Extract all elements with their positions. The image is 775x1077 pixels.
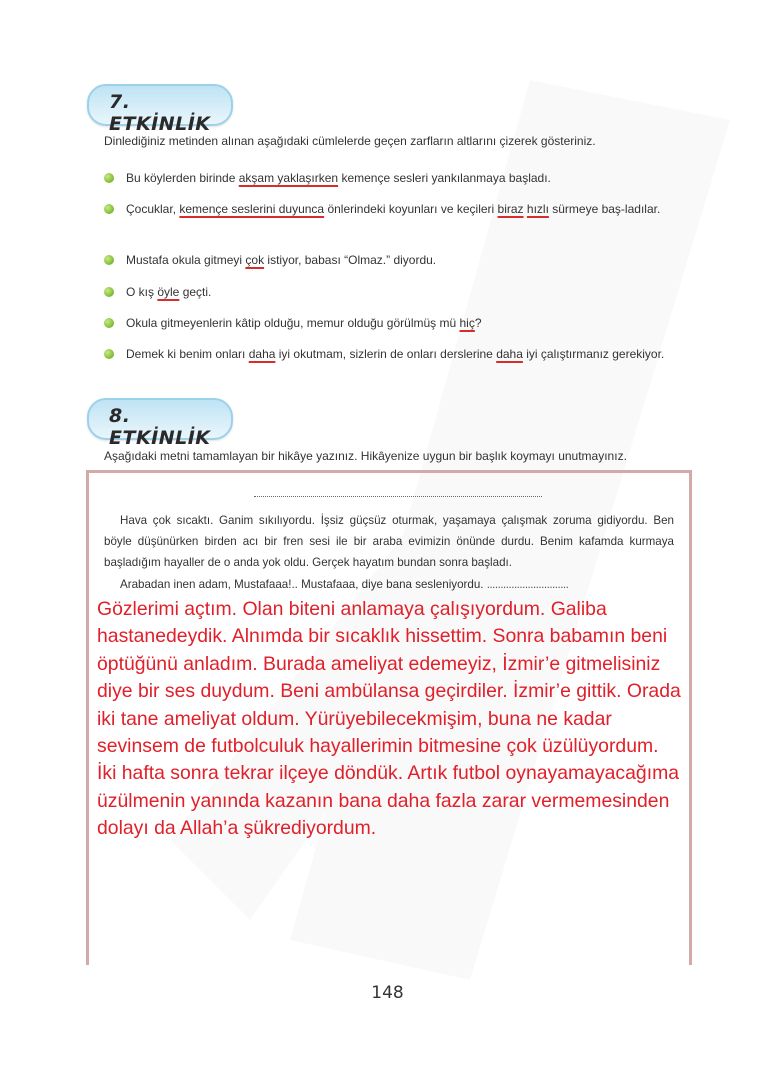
list-item: Okula gitmeyenlerin kâtip olduğu, memur olduğu görülmüş mü hiç? [84,313,690,334]
page-number: 148 [371,983,404,1003]
underlined-adverb: biraz [497,202,524,216]
list-item: Bu köylerden birinde akşam yaklaşırken kemençe sesleri yankılanmaya başladı. [84,168,690,189]
list-item: Demek ki benim onları daha iyi okutmam, sizlerin de onları derslerine daha iyi çalıştırmanız gerekiyor. [84,344,690,365]
bullet-icon [104,255,114,265]
title-dotted-line [254,496,542,497]
underlined-adverb: kemençe seslerini duyunca [179,202,325,216]
activity-7-instruction: Dinlediğiniz metinden alınan aşağıdaki cümlelerde geçen zarfların altlarını çizerek gösteriniz. [104,134,596,148]
underlined-adverb: hızlı [526,202,549,216]
underlined-adverb: daha [496,347,523,361]
underlined-adverb: daha [248,347,276,361]
activity-8-title: 8. ETKİNLİK [109,405,211,449]
bullet-icon [104,287,114,297]
underlined-adverb: hiç [459,316,475,330]
bullet-icon [104,173,114,183]
story-paragraph-2: Arabadan inen adam, Mustafaaa!.. Mustafaaa, diye bana sesleniyordu. .............................. [120,578,569,591]
underlined-adverb: çok [245,253,265,267]
list-item: Mustafa okula gitmeyi çok istiyor, babası “Olmaz.” diyordu. [84,250,690,271]
activity-7-title: 7. ETKİNLİK [109,91,211,135]
activity-8-badge [87,398,233,449]
underlined-adverb: akşam yaklaşırken [238,171,339,185]
underlined-adverb: öyle [157,285,180,299]
list-item: O kış öyle geçti. [84,282,690,303]
student-answer-text: Gözlerimi açtım. Olan biteni anlamaya çalışıyordum. Galiba hastanedeydik. Alnımda bir sıcaklık hissettim. Sonra babamın beni öptüğünü anladım. Burada ameliyat edemeyiz, İzmir’e gitmelisiniz diye bir ses duydum. Beni ambülansa geçirdiler. İzmir’e gittik. Orada iki tane ameliyat oldum. Yürüyebilecekmişim, buna ne kadar sevinsem de futbolculuk hayallerimin bitmesine çok üzülüyordum. İki hafta sonra tekrar ilçeye döndük. Artık futbol oynayamayacağıma üzülmenin yanında kazanın bana daha fazla zarar vermemesinden dolayı da Allah’a şükrediyordum. [97,598,681,840]
bullet-icon [104,204,114,214]
activity-8-instruction: Aşağıdaki metni tamamlayan bir hikâye yazınız. Hikâyenize uygun bir başlık koymayı unutmayınız. [104,449,627,463]
activity-7-badge [87,84,233,135]
bullet-icon [104,349,114,359]
story-paragraph-1: Hava çok sıcaktı. Ganim sıkılıyordu. İşsiz güçsüz oturmak, yaşamaya çalışmak zoruma gidiyordu. Ben böyle düşünürken birden acı bir fren sesi ile bir araba evimizin önünde durdu. Benim kafamda kurmaya başladığım hayaller de o anda yok oldu. Gerçek hayatım bundan sonra başladı. [104,514,674,569]
list-item: Çocuklar, kemençe seslerini duyunca önlerindeki koyunları ve keçileri biraz hızlı sürmeye baş-ladılar. [84,199,690,220]
bullet-icon [104,318,114,328]
